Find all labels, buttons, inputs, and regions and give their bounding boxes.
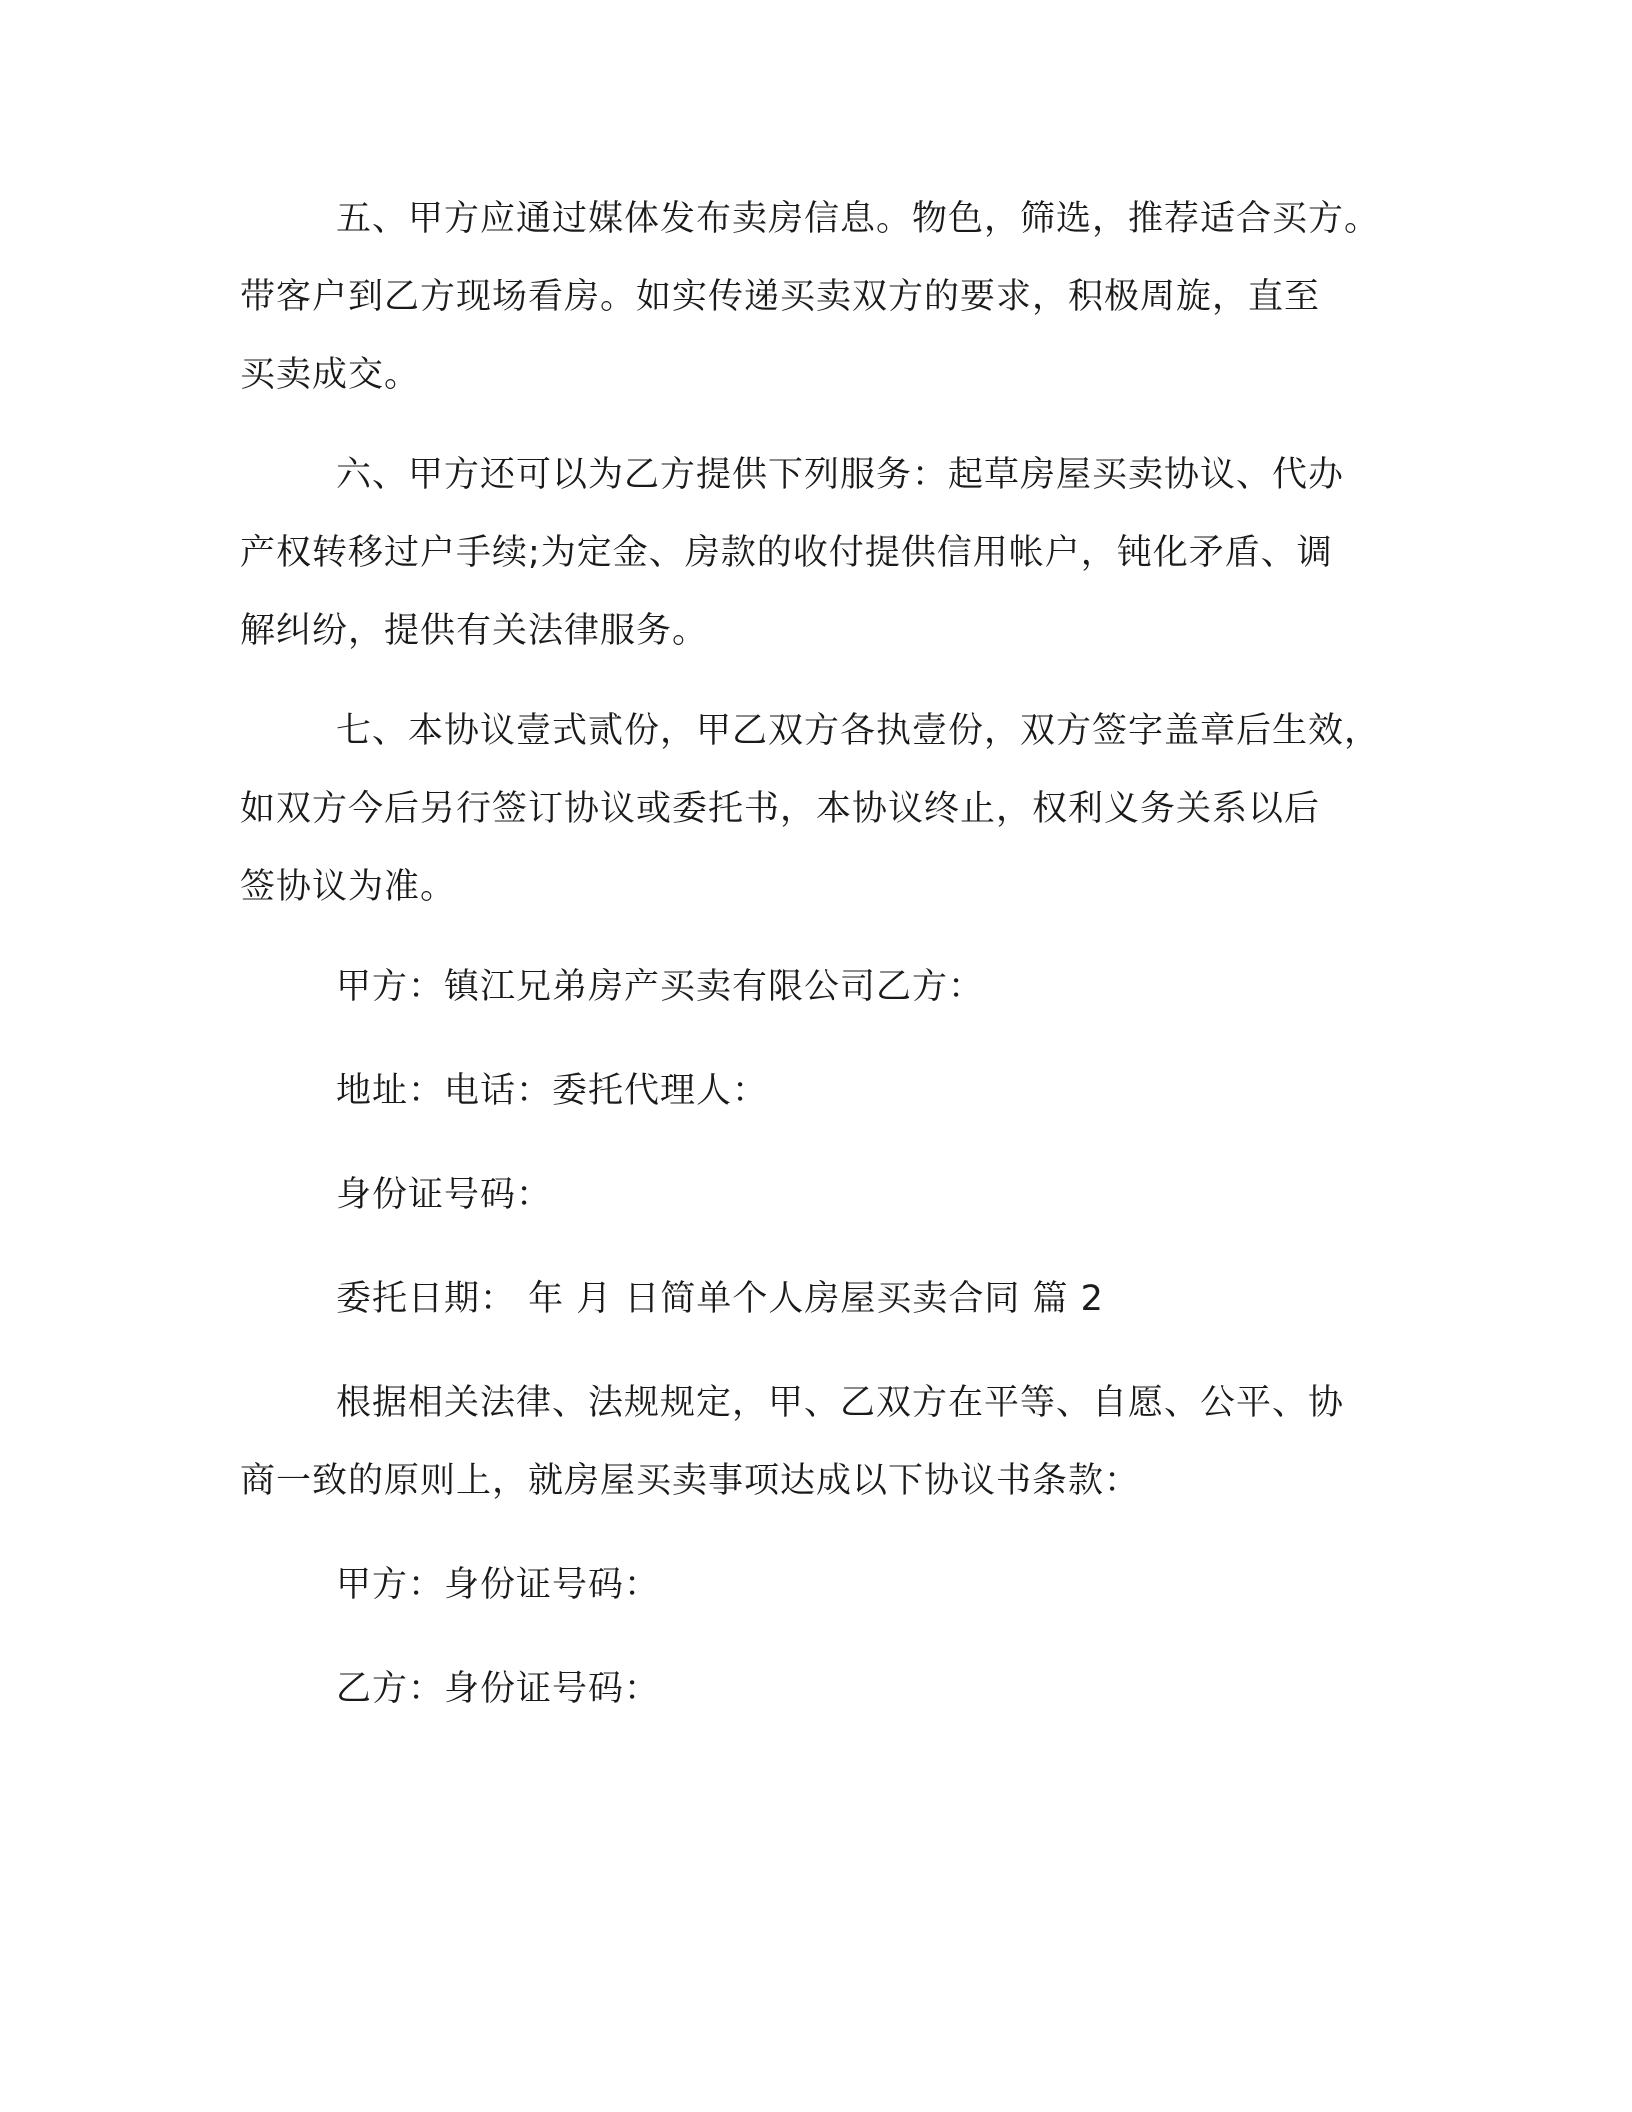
id-number-line: 身份证号码：: [336, 1175, 553, 1215]
paragraph-7: [240, 692, 1410, 926]
intro-paragraph: [240, 1364, 1410, 1520]
address-phone-agent: 地址：电话：委托代理人：: [336, 1071, 769, 1111]
paragraph-7-line-3: 签协议为准。: [240, 867, 457, 907]
party-a-company: 甲方：镇江兄弟房产买卖有限公司乙方：: [336, 967, 985, 1007]
party-a-id-line: 甲方：身份证号码：: [336, 1565, 661, 1605]
paragraph-5-line-2: 带客户到乙方现场看房。如实传递买卖双方的要求，积极周旋，直至: [240, 277, 1321, 317]
paragraph-5: [240, 180, 1410, 414]
paragraph-5-line-3: 买卖成交。: [240, 355, 421, 395]
paragraph-6: [240, 436, 1410, 670]
paragraph-7-line-1: 七、本协议壹式贰份，甲乙双方各执壹份，双方签字盖章后生效，: [336, 711, 1381, 751]
intro-line-1: 根据相关法律、法规规定，甲、乙双方在平等、自愿、公平、协: [336, 1383, 1345, 1423]
paragraph-6-line-3: 解纠纷，提供有关法律服务。: [240, 611, 709, 651]
paragraph-5-line-1: 五、甲方应通过媒体发布卖房信息。物色，筛选，推荐适合买方。: [336, 199, 1381, 239]
paragraph-7-line-2: 如双方今后另行签订协议或委托书，本协议终止，权利义务关系以后: [240, 789, 1321, 829]
entrust-date-line: 委托日期： 年 月 日简单个人房屋买卖合同 篇 2: [336, 1279, 1104, 1319]
intro-line-2: 商一致的原则上，就房屋买卖事项达成以下协议书条款：: [240, 1461, 1141, 1501]
paragraph-6-line-1: 六、甲方还可以为乙方提供下列服务：起草房屋买卖协议、代办: [336, 455, 1345, 495]
paragraph-6-line-2: 产权转移过户手续;为定金、房款的收付提供信用帐户，钝化矛盾、调: [240, 533, 1333, 573]
party-b-id-line: 乙方：身份证号码：: [336, 1669, 661, 1709]
